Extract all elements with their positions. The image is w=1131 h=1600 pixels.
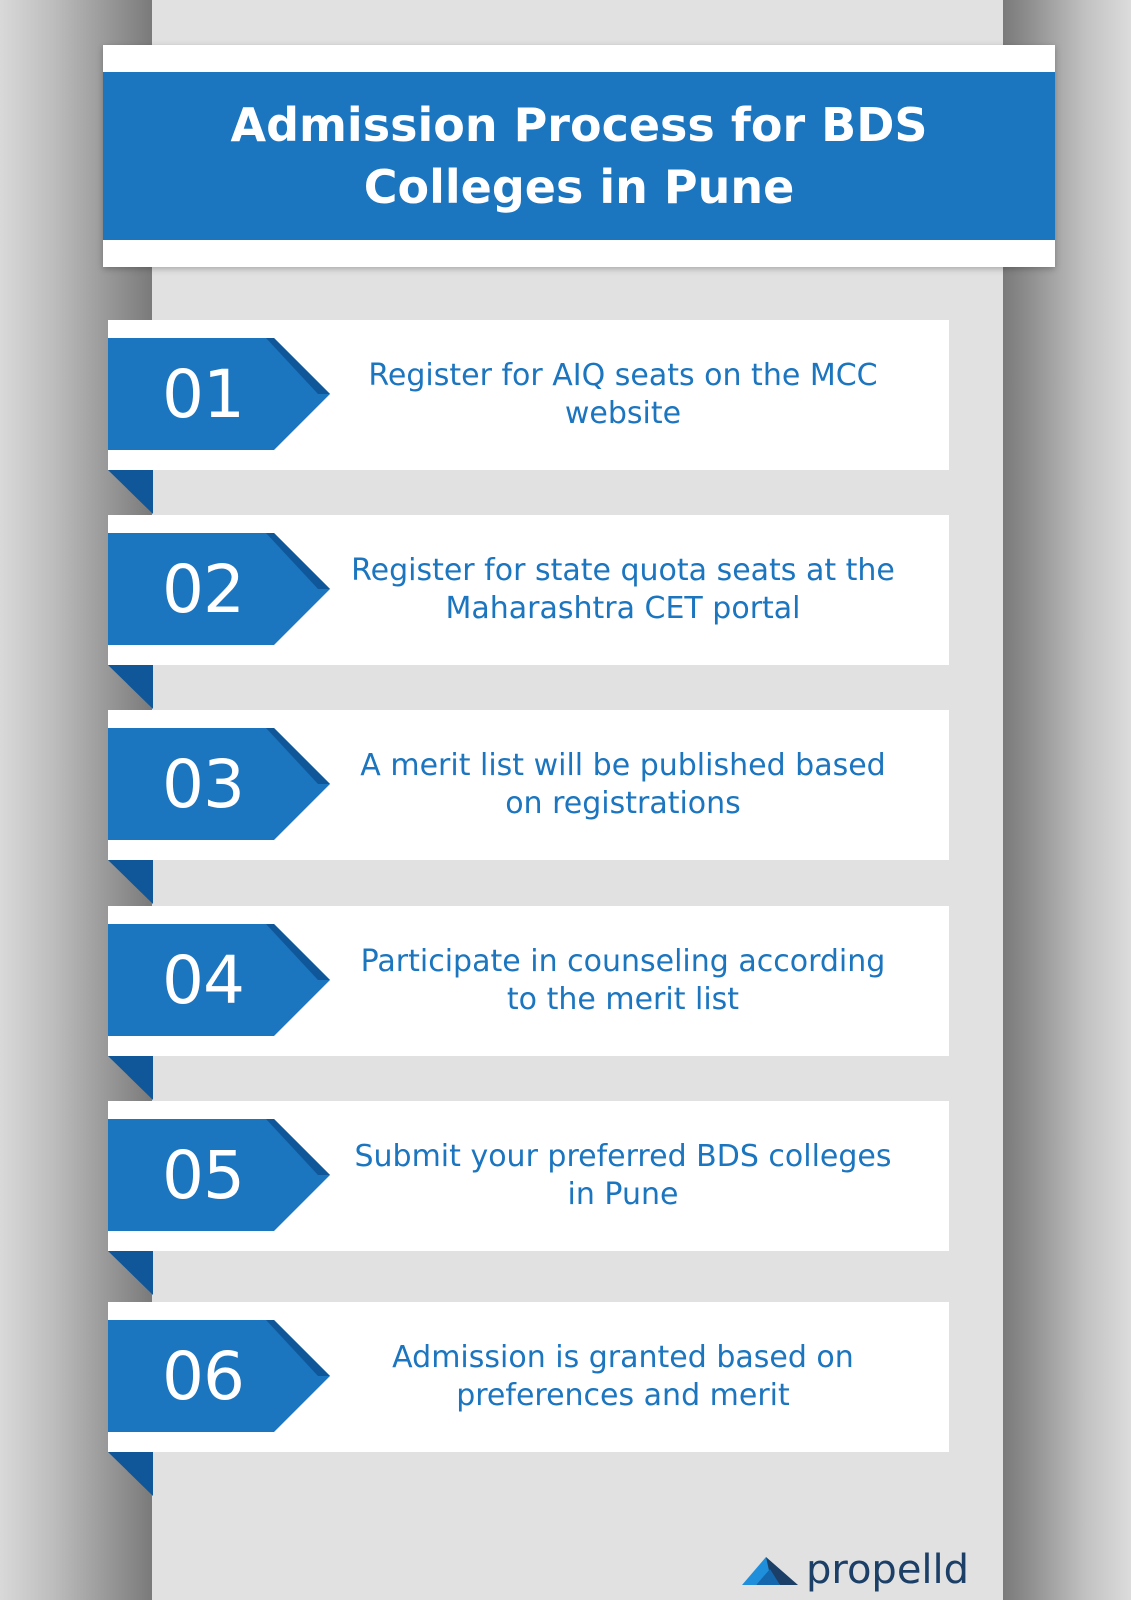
step-number: 05 xyxy=(162,1136,244,1214)
step-description: Register for AIQ seats on the MCC website xyxy=(368,358,878,431)
step-item xyxy=(108,1101,949,1251)
step-item xyxy=(108,906,949,1056)
step-number: 04 xyxy=(162,941,244,1019)
step-number-tab xyxy=(108,1119,330,1231)
step-item xyxy=(108,1302,949,1452)
step-number-tab xyxy=(108,338,330,450)
step-description: A merit list will be published based on registrations xyxy=(360,748,886,821)
brand-logo xyxy=(742,1540,982,1600)
step-number-tab xyxy=(108,533,330,645)
page-title: Admission Process for BDS Colleges in Pune xyxy=(230,98,928,214)
ribbon-fold xyxy=(108,1056,153,1100)
step-description: Register for state quota seats at the Maharashtra CET portal xyxy=(351,553,895,626)
header-band xyxy=(103,72,1055,240)
brand-name: propelld xyxy=(806,1547,970,1593)
ribbon-fold xyxy=(108,665,153,709)
step-item xyxy=(108,710,949,860)
ribbon-fold xyxy=(108,1452,153,1496)
step-item xyxy=(108,515,949,665)
step-number: 01 xyxy=(162,355,244,433)
ribbon-fold xyxy=(108,860,153,904)
step-description: Participate in counseling according to the merit list xyxy=(360,944,886,1017)
ribbon-fold xyxy=(108,470,153,514)
step-description: Admission is granted based on preferences and merit xyxy=(392,1340,854,1413)
step-number: 03 xyxy=(162,745,244,823)
step-number: 02 xyxy=(162,550,244,628)
step-number-tab xyxy=(108,924,330,1036)
step-number-tab xyxy=(108,1320,330,1432)
ribbon-fold xyxy=(108,1251,153,1295)
step-item xyxy=(108,320,949,470)
step-description: Submit your preferred BDS colleges in Pune xyxy=(354,1139,892,1212)
step-number: 06 xyxy=(162,1337,244,1415)
header-banner xyxy=(103,45,1055,267)
step-number-tab xyxy=(108,728,330,840)
propelld-logo-icon xyxy=(742,1553,798,1587)
